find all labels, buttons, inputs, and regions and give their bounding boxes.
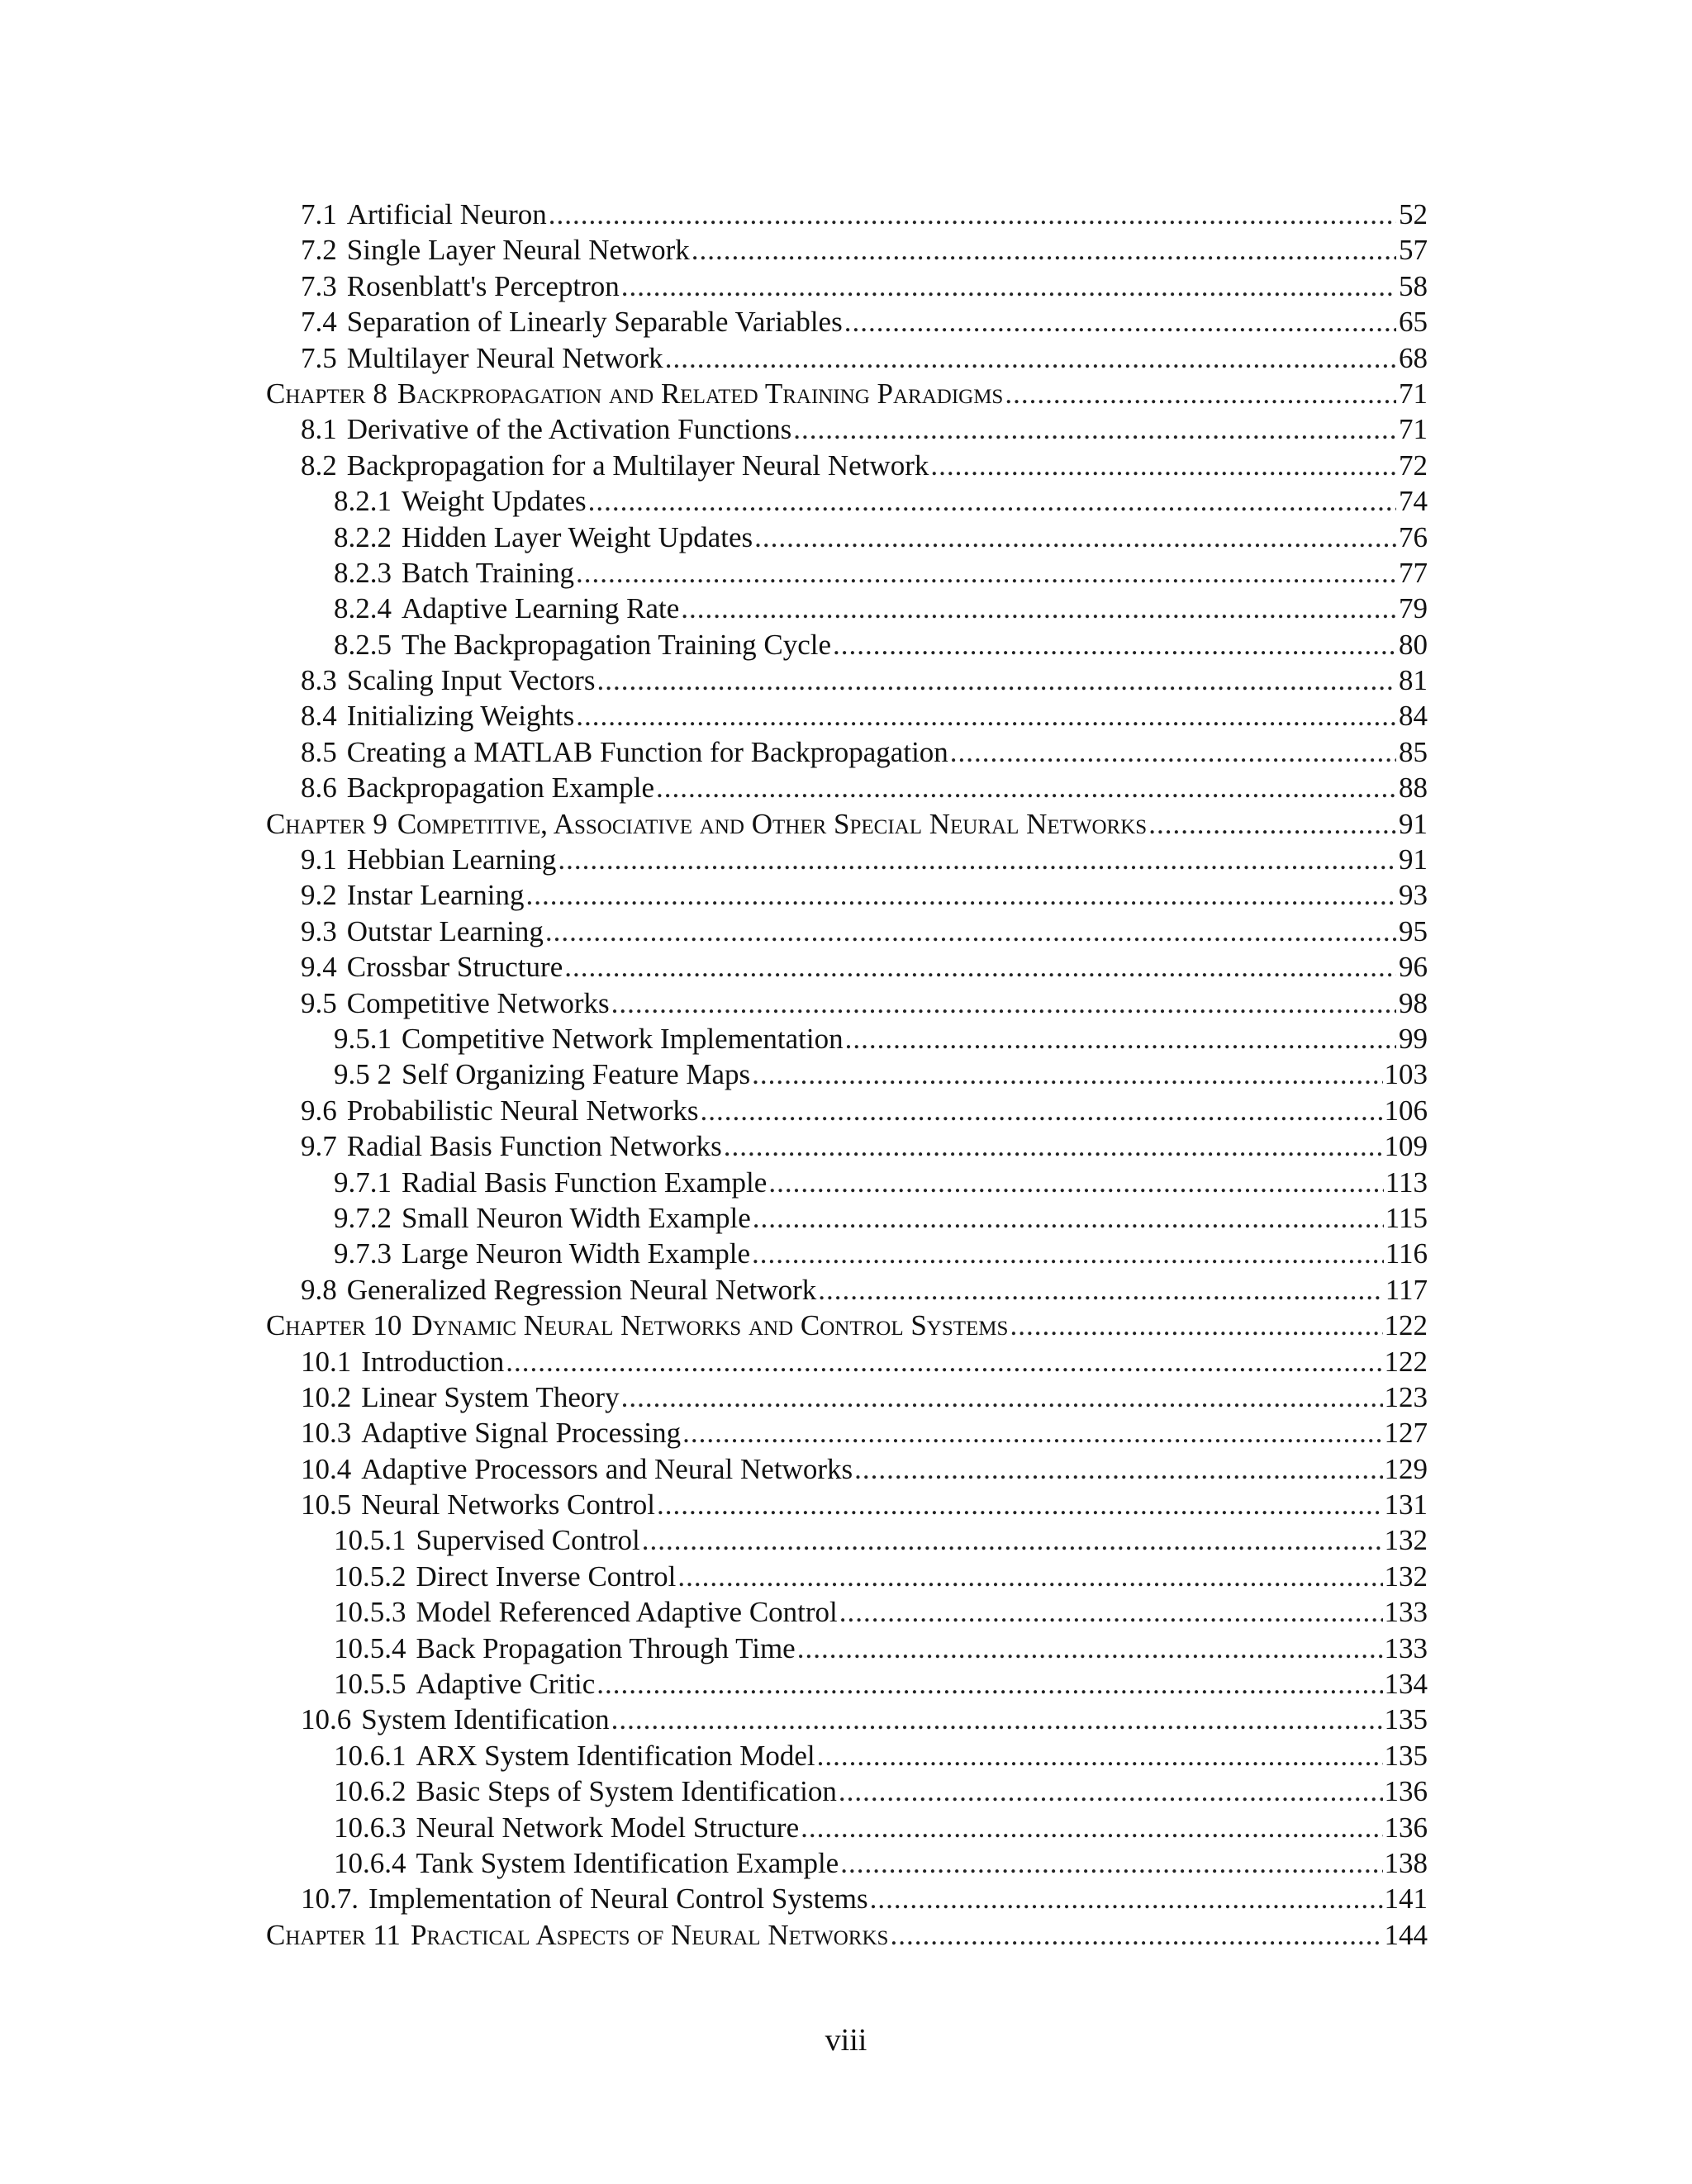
toc-entry-number: 9.6 [301,1094,337,1127]
dot-leader [754,520,1396,555]
toc-entry-number: 9.5 2 [334,1058,392,1091]
toc-subsection-entry [266,483,1428,519]
dot-leader [621,1379,1383,1415]
toc-section-entry [266,1128,1428,1164]
toc-entry-page: 129 [1384,1452,1428,1485]
dot-leader [793,411,1396,447]
toc-entry-number: 7.3 [301,269,337,302]
toc-entry-title: Probabilistic Neural Networks [346,1094,699,1127]
toc-entry-number: 7.1 [301,198,337,230]
dot-leader [611,985,1396,1021]
toc-chapter-entry [266,376,1428,411]
toc-entry-number: Chapter 11 [266,1918,402,1951]
toc-entry-number: 8.5 [301,735,337,768]
toc-entry-title: Adaptive Learning Rate [402,592,680,625]
toc-entry-number: 10.2 [301,1380,352,1413]
dot-leader [701,1093,1383,1128]
toc-entry-number: 10.5.3 [334,1596,406,1629]
toc-entry-title: Competitive Networks [346,986,610,1019]
dot-leader [596,662,1396,698]
toc-entry-page: 135 [1384,1739,1428,1772]
toc-entry-page: 95 [1399,914,1428,947]
toc-entry-page: 136 [1384,1775,1428,1808]
toc-section-entry [266,698,1428,734]
dot-leader [576,698,1396,734]
toc-subsection-entry [266,1845,1428,1881]
dot-leader [870,1881,1383,1916]
toc-subsection-entry [266,520,1428,555]
dot-leader [549,197,1396,232]
toc-entry-title: Basic Steps of System Identification [416,1775,837,1808]
dot-leader [839,1594,1383,1630]
toc-entry-title: System Identification [361,1703,610,1736]
toc-entry-title: Dynamic Neural Networks and Control Systems [411,1309,1009,1342]
toc-entry-page: 122 [1384,1345,1428,1378]
toc-entry-number: 7.4 [301,306,337,339]
toc-entry-page: 127 [1384,1417,1428,1450]
toc-section-entry [266,734,1428,770]
toc-section-entry [266,1487,1428,1522]
toc-entry-page: 109 [1384,1130,1428,1163]
toc-entry-title: Small Neuron Width Example [402,1201,751,1234]
toc-section-entry [266,1451,1428,1487]
toc-entry-title: Competitive Network Implementation [402,1022,844,1055]
dot-leader [752,1236,1384,1271]
toc-entry-title: Adaptive Critic [416,1668,596,1701]
toc-entry-title: Hidden Layer Weight Updates [402,520,753,553]
toc-entry-page: 98 [1399,986,1428,1019]
toc-entry-number: 10.6 [301,1703,352,1736]
toc-entry-number: 10.5.2 [334,1560,406,1593]
dot-leader [890,1917,1382,1953]
toc-entry-number: 8.2.2 [334,520,392,553]
toc-entry-number: 10.6.4 [334,1846,406,1879]
toc-entry-title: Adaptive Processors and Neural Networks [361,1452,853,1485]
toc-entry-title: Scaling Input Vectors [346,664,596,697]
toc-entry-number: 10.5.5 [334,1668,406,1701]
toc-entry-title: The Backpropagation Training Cycle [402,628,832,661]
toc-entry-number: 9.7.2 [334,1201,392,1234]
dot-leader [576,555,1396,591]
dot-leader [656,770,1396,805]
dot-leader [558,842,1396,877]
toc-section-entry [266,662,1428,698]
dot-leader [588,483,1396,519]
toc-entry-number: 9.2 [301,879,337,912]
toc-entry-page: 144 [1384,1918,1428,1951]
toc-entry-number: 10.6.1 [334,1739,406,1772]
toc-entry-title: Instar Learning [346,879,525,912]
toc-entry-page: 113 [1385,1166,1428,1199]
toc-entry-page: 58 [1399,269,1428,302]
toc-entry-number: Chapter 9 [266,807,387,840]
toc-entry-page: 115 [1385,1201,1428,1234]
toc-entry-number: 9.5.1 [334,1022,392,1055]
toc-entry-title: Neural Networks Control [361,1488,656,1522]
dot-leader [545,914,1396,949]
toc-entry-number: 10.6.2 [334,1775,406,1808]
toc-subsection-entry [266,1165,1428,1200]
dot-leader [611,1702,1383,1737]
toc-entry-page: 132 [1384,1560,1428,1593]
toc-subsection-entry [266,1200,1428,1236]
toc-chapter-entry [266,806,1428,842]
toc-entry-title: Radial Basis Function Example [402,1166,768,1199]
toc-section-entry [266,340,1428,376]
toc-entry-title: Practical Aspects of Neural Networks [411,1918,889,1951]
toc-section-entry [266,1379,1428,1415]
toc-entry-title: Initializing Weights [346,700,575,733]
dot-leader [950,734,1396,770]
page-number: viii [825,2023,867,2058]
toc-entry-number: 8.4 [301,700,337,733]
toc-section-entry [266,304,1428,339]
toc-entry-title: Implementation of Neural Control Systems [368,1883,868,1916]
toc-entry-title: Introduction [361,1345,505,1378]
toc-entry-page: 134 [1384,1668,1428,1701]
toc-section-entry [266,985,1428,1021]
toc-entry-page: 122 [1384,1309,1428,1342]
toc-entry-title: Adaptive Signal Processing [361,1417,682,1450]
toc-entry-page: 71 [1399,377,1428,410]
toc-subsection-entry [266,1236,1428,1271]
toc-section-entry [266,448,1428,483]
toc-section-entry [266,1702,1428,1737]
dot-leader [1005,376,1396,411]
toc-entry-page: 106 [1384,1094,1428,1127]
dot-leader [1010,1308,1382,1343]
toc-subsection-entry [266,1631,1428,1666]
toc-entry-title: Separation of Linearly Separable Variables [346,306,843,339]
toc-entry-page: 99 [1399,1022,1428,1055]
toc-entry-title: Large Neuron Width Example [402,1237,751,1270]
toc-entry-number: 9.7.3 [334,1237,392,1270]
toc-entry-page: 133 [1384,1631,1428,1664]
toc-entry-title: Creating a MATLAB Function for Backpropagation [346,735,948,768]
toc-entry-page: 57 [1399,234,1428,267]
toc-entry-number: 7.5 [301,341,337,374]
toc-entry-number: 9.8 [301,1273,337,1306]
toc-entry-page: 74 [1399,485,1428,518]
toc-entry-number: 10.5.4 [334,1631,406,1664]
toc-entry-number: 9.4 [301,951,337,984]
toc-entry-title: Competitive, Associative and Other Special Neural Networks [397,807,1148,840]
toc-entry-page: 93 [1399,879,1428,912]
toc-section-entry [266,232,1428,268]
toc-section-entry [266,1344,1428,1379]
toc-entry-number: 8.6 [301,772,337,805]
dot-leader [564,949,1396,985]
toc-entry-number: 8.1 [301,413,337,446]
toc-entry-title: ARX System Identification Model [416,1739,815,1772]
toc-section-entry [266,1415,1428,1450]
toc-entry-page: 80 [1399,628,1428,661]
toc-subsection-entry [266,555,1428,591]
toc-subsection-entry [266,1738,1428,1773]
toc-section-entry [266,877,1428,913]
dot-leader [845,1021,1396,1056]
toc-entry-title: Backpropagation for a Multilayer Neural Network [346,449,929,482]
toc-entry-page: 77 [1399,556,1428,589]
toc-entry-page: 72 [1399,449,1428,482]
toc-entry-title: Neural Network Model Structure [416,1811,800,1844]
toc-entry-page: 65 [1399,306,1428,339]
toc-subsection-entry [266,591,1428,626]
toc-entry-title: Multilayer Neural Network [346,341,663,374]
toc-entry-number: 8.2.3 [334,556,392,589]
toc-section-entry [266,1272,1428,1308]
dot-leader [797,1631,1383,1666]
toc-subsection-entry [266,1773,1428,1809]
dot-leader [724,1128,1383,1164]
dot-leader [665,340,1396,376]
toc-subsection-entry [266,1522,1428,1558]
dot-leader [506,1344,1382,1379]
dot-leader [839,1773,1383,1809]
toc-entry-title: Outstar Learning [346,914,544,947]
toc-entry-number: Chapter 8 [266,377,387,410]
toc-entry-page: 96 [1399,951,1428,984]
toc-entry-title: Tank System Identification Example [416,1846,839,1879]
toc-entry-page: 138 [1384,1846,1428,1879]
toc-entry-page: 91 [1399,807,1428,840]
dot-leader [753,1200,1384,1236]
toc-entry-page: 116 [1385,1237,1428,1270]
dot-leader [801,1810,1382,1845]
toc-entry-number: 9.7 [301,1130,337,1163]
toc-entry-number: 10.4 [301,1452,352,1485]
toc-entry-title: Derivative of the Activation Functions [346,413,792,446]
dot-leader [818,1272,1384,1308]
toc-entry-page: 117 [1385,1273,1428,1306]
dot-leader [621,268,1396,304]
dot-leader [817,1738,1383,1773]
toc-entry-title: Hebbian Learning [346,843,557,876]
toc-entry-title: Crossbar Structure [346,951,563,984]
toc-entry-number: 10.5.1 [334,1524,406,1557]
dot-leader [657,1487,1382,1522]
toc-entry-title: Self Organizing Feature Maps [402,1058,751,1091]
toc-section-entry [266,914,1428,949]
toc-entry-title: Radial Basis Function Networks [346,1130,722,1163]
toc-entry-page: 71 [1399,413,1428,446]
toc-subsection-entry [266,1559,1428,1594]
dot-leader [526,877,1396,913]
toc-entry-page: 79 [1399,592,1428,625]
dot-leader [681,591,1396,626]
toc-entry-page: 132 [1384,1524,1428,1557]
toc-section-entry [266,842,1428,877]
toc-subsection-entry [266,1021,1428,1056]
toc-entry-page: 84 [1399,700,1428,733]
toc-entry-number: 8.2.4 [334,592,392,625]
toc-subsection-entry [266,1594,1428,1630]
toc-entry-number: Chapter 10 [266,1309,402,1342]
dot-leader [833,627,1396,662]
toc-entry-number: 8.2 [301,449,337,482]
toc-subsection-entry [266,1666,1428,1702]
toc-entry-page: 135 [1384,1703,1428,1736]
toc-entry-number: 8.2.1 [334,485,392,518]
toc-entry-title: Rosenblatt's Perceptron [346,269,620,302]
toc-entry-page: 91 [1399,843,1428,876]
toc-entry-number: 9.1 [301,843,337,876]
dot-leader [596,1666,1382,1702]
toc-chapter-entry [266,1917,1428,1953]
toc-subsection-entry [266,1056,1428,1092]
toc-entry-title: Back Propagation Through Time [416,1631,796,1664]
toc-section-entry [266,1881,1428,1916]
toc-entry-title: Backpropagation Example [346,772,654,805]
toc-entry-number: 10.6.3 [334,1811,406,1844]
toc-entry-title: Model Referenced Adaptive Control [416,1596,838,1629]
toc-entry-title: Backpropagation and Related Training Paradigms [397,377,1004,410]
toc-entry-title: Supervised Control [416,1524,640,1557]
toc-entry-page: 68 [1399,341,1428,374]
dot-leader [692,232,1396,268]
toc-section-entry [266,411,1428,447]
toc-entry-page: 88 [1399,772,1428,805]
toc-section-entry [266,1093,1428,1128]
toc-entry-page: 103 [1384,1058,1428,1091]
toc-entry-page: 52 [1399,198,1428,230]
toc-entry-page: 85 [1399,735,1428,768]
toc-subsection-entry [266,627,1428,662]
toc-entry-page: 131 [1384,1488,1428,1522]
toc-entry-number: 9.3 [301,914,337,947]
dot-leader [682,1415,1382,1450]
toc-entry-page: 76 [1399,520,1428,553]
dot-leader [677,1559,1382,1594]
toc-entry-number: 10.7. [301,1883,359,1916]
dot-leader [752,1056,1382,1092]
dot-leader [840,1845,1382,1881]
toc-entry-title: Weight Updates [402,485,587,518]
toc-entry-number: 8.2.5 [334,628,392,661]
dot-leader [930,448,1396,483]
toc-section-entry [266,268,1428,304]
toc-entry-page: 136 [1384,1811,1428,1844]
toc-entry-title: Batch Training [402,556,575,589]
toc-entry-page: 81 [1399,664,1428,697]
toc-entry-number: 10.5 [301,1488,352,1522]
toc-entry-page: 123 [1384,1380,1428,1413]
toc-section-entry [266,949,1428,985]
toc-subsection-entry [266,1810,1428,1845]
toc-entry-number: 10.1 [301,1345,352,1378]
toc-entry-page: 133 [1384,1596,1428,1629]
toc-section-entry [266,770,1428,805]
toc-chapter-entry [266,1308,1428,1343]
toc-entry-title: Linear System Theory [361,1380,620,1413]
toc-entry-title: Single Layer Neural Network [346,234,690,267]
dot-leader [642,1522,1383,1558]
toc-entry-number: 7.2 [301,234,337,267]
toc-entry-title: Direct Inverse Control [416,1560,677,1593]
toc-entry-number: 9.7.1 [334,1166,392,1199]
dot-leader [844,304,1396,339]
dot-leader [768,1165,1383,1200]
table-of-contents [266,197,1428,1953]
toc-entry-number: 8.3 [301,664,337,697]
toc-entry-number: 10.3 [301,1417,352,1450]
toc-entry-page: 141 [1384,1883,1428,1916]
toc-entry-number: 9.5 [301,986,337,1019]
toc-entry-title: Artificial Neuron [346,198,547,230]
toc-entry-title: Generalized Regression Neural Network [346,1273,817,1306]
dot-leader [854,1451,1382,1487]
toc-section-entry [266,197,1428,232]
dot-leader [1148,806,1396,842]
